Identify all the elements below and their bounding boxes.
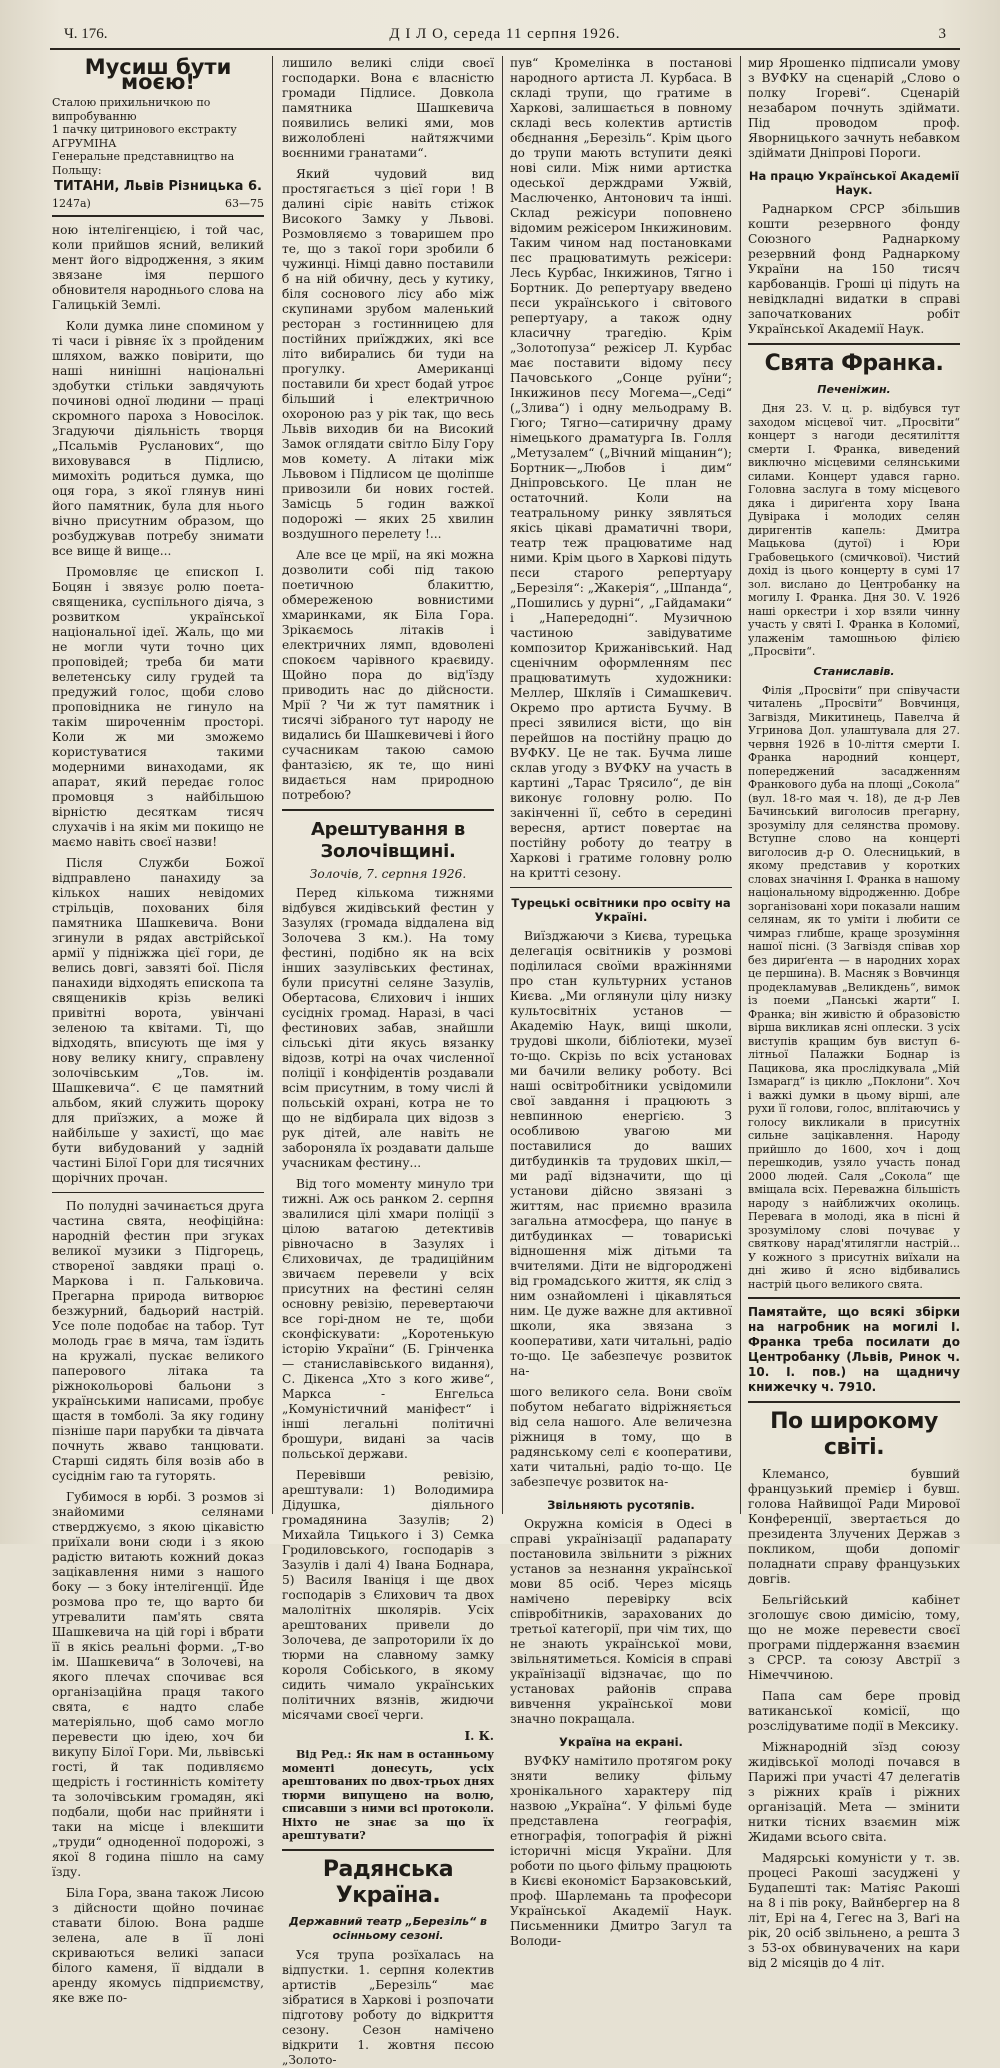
article-paragraph: Міжнародній зїзд союзу жидівської молоді почався в Парижі при участі 47 делегатів з ріжних країв і ріжних організацій. Мета — змінити нитки тісних взаємин між Жидами всього світа. (748, 1740, 960, 1844)
ad-line: Генеральне представництво на Польщу: (52, 150, 235, 177)
column-3 (510, 56, 732, 1948)
subheading-stanyslaviv: Станиславів. (813, 664, 895, 678)
column-4 (748, 56, 960, 1970)
franko-fund-notice: Памятайте, що всякі збірки на нагробник на могилі І. Франка треба посилати до Центробанку (Львів, Ринок ч. 10. І. пов.) на щадничу книжечку ч. 7910. (748, 1305, 960, 1394)
article-paragraph: Клемансо, бувший французький премієр і бувш. голова Найвищої Ради Мирової Конференції, звертається до президента Злучених Держав з покликом, щоби допоміг поладнати справу французьких довгів. (748, 1467, 960, 1586)
column-divider (272, 56, 273, 1514)
ad-headline: Мусиш бути моєю! (84, 55, 232, 94)
subheading-theatre: Державний театр „Березіль“ в осінньому сезоні. (289, 1914, 487, 1942)
column-divider (502, 56, 503, 1514)
article-paragraph: Папа сам бере провід ватиканської комісії, що розслідуватиме події в Мексику. (748, 1689, 960, 1733)
article-paragraph: Перед кількома тижнями відбувся жидівський фестин у Зазулях (громада віддалена від Золочева 3 км.). На тому фестині, подібно як на всіх інших зазулівських фестинах, були присутні селяне Зазулів, Обертасова, Єлихович і інших сусідніх громад. Наразі, в часі фестинових забав, знайшли сільські діти якусь вязанку відозв, котрі на очах численної поліції і конфідентів роздавали всім присутним, в тому числі й польській охрані, котра не то що не відбирала цих відозв з рук дітей, але навіть не забороняла їх роздавати дальше учасникам фестину... (282, 886, 494, 1170)
headline-arrests: Арештування в Золочівщині. (310, 819, 466, 862)
article-paragraph: Філія „Просвіти“ при співучасти читалень „Просвіти“ Вовчинця, Загвіздя, Микитинець, Павелча й Угринова Дол. улаштувала для 27. червня 1926 в 10-ліття смерти І. Франка народний концерт, попереджений засадженням Франкового дуба на площі „Сокола“ (вул. 18-го мая ч. 18), де д-р Лев Бачинський виголосив прегарну, зрозумілу для селянства промову. Вступне слово на концерті виголосив д-р О. Олесницький, в якому представив у коротких словах значіння І. Франка в нашому національному відродженню. Добре зорганізовані хори показали нашим селянам, як то уміти і любити се чимраз глибше, краще зрозуміння нашої пісні. (З Загвіздя співав хор без дириґента — в народних хорах це першина). В. Масняк з Вовчинця продекламував „Великдень“, вимок із поеми „Панські жарти“ І. Франка; він живістю й образовістю вірша викликав ясні оплески. З усіх виступів кращим був виступ 6-літньої Палажки Боднар із Пацикова, яка прослідкувала „Мій Ізмарагд“ із циклю „Поклони“. Хоч і важкі думки в цьому вірші, але рухи її голови, голос, вплітаючись у голосу викликали в присутніх сильне зацікавлення. Народу прийшло до 1600, хоч і дощ перешкодив, узяло участь понад 2000 людей. Саля „Сокола“ ще вміщала всіх. Переважна більшість народу з найближчих околиць. Перевага в молоді, яка в пісні й зрозумілому слові почуває у святкову нарад'ятилягли настрій... У кожного з присутніх виїхали на дні живо й ясно відбивались настрій цього великого свята. (748, 683, 960, 1291)
ad-line: 1 пачку цитринового екстракту АГРУМІНА (52, 123, 237, 150)
ad-code (52, 196, 264, 211)
ad-line: Сталою прихильничкою по випробуванню (52, 96, 211, 123)
column-2 (282, 56, 494, 2067)
article-paragraph: Біла Гора, звана також Лисою з дійсности щойно починає ставати білою. Вона радше зелена, але в її лоні скриваються великі запаси білого каменя, її віддали в аренду якомусь підприємству, яке вже по- (52, 1886, 264, 2005)
headline-ukraine-on-screen: Україна на екрані. (559, 1735, 683, 1749)
issue-number: Ч. 176. (64, 26, 108, 42)
article-paragraph: ною інтелігенцією, і той час, коли прийшов ясний, великий мент його відродження, з яким звязане імя першого обновителя народнього слова на Галицькій Землі. (52, 223, 264, 312)
article-paragraph: ВУФКУ намітило протягом року зняти велику фільму хронікального характеру під назвою „Україна“. У фільмі буде представлена географія, етнографія, топографія й ріжні історичні місця України. Для роботи по цього фільму працюють в Києві економіст Барзаковський, проф. Шарлемань та професори Української Академії Наук. Письменники Дмитро Загул та Володи- (510, 1754, 732, 1948)
ad-code-right: 63—75 (225, 197, 264, 210)
headline-turkish-educators: Турецькі освітники про освіту на Україні. (511, 896, 731, 924)
section-divider (748, 1401, 960, 1403)
newspaper-title-date: Д І Л О, середа 11 серпня 1926. (389, 26, 621, 42)
column-1 (52, 55, 264, 2005)
article-paragraph: Мадярські комуністи у т. зв. процесі Ракоші засуджені у Будапешті так: Матіяс Ракоші на 8 і пів року, Вайнбергер на 8 літ, Ері на 4, Гегес на 3, Ваґі на рік, 20 осіб звільнено, а решта 3 з 53-ох обвинувачених на кари від 2 місяців до 4 літ. (748, 1851, 960, 1970)
article-paragraph: По полудні зачинається друга частина свята, неофіційна: народній фестин при згуках великої музики з Підгорець, створеної завдяки праці о. Маркова і п. Гальковича. Прегарна природа витворює безжурний, бадьорий настрій. Усе поле подобає на табор. Тут молодь грає в мяча, там їздить на кружалі, пускає великого паперового літака та ріжнокольорові бальони з українськими написами, пробує щастя в томболі. За яку годину пізніше пари парубки та дівчата почнуть жваво танцювати. Старші сидять біля возів або в сусіднім гаю та гуторять. (52, 1199, 264, 1483)
headline-academy: На працю Української Академії Наук. (748, 169, 960, 197)
article-paragraph: пув“ Кромелінка в постанові народного артиста Л. Курбаса. В складі трупи, що гратиме в Харкові, залишається в повному складі весь колектив артистів обєднання „Березіль“. Крім цього до трупи мають вступити деякі нові сили. Між ними артистка одеської держдрами Ужвій, Маслюченко, Антонович та інші. Склад режісури поповнено відомим режісером Інкижиновим. Таким чином над постановками пєс працюватимуть режісери: Лесь Курбас, Інкижинов, Тягно і Бортник. До репертуару введено пєси українського і світового репертуару, а також одну класичну трагедію. Крім „Золотопуза“ режісер Л. Курбас має поставити відому пєсу Пачовського „Сонце руїни“; Інкижинов пєсу Могема—„Седі“ („Злива“) і одну мельодраму В. Гюго; Тягно—сатиричну драму німецького драматурга Ів. Голля „Метузалем“ („Вічний міщанин“); Бортник—„Любов і дим“ Дніпровського. Це план не остаточний. Коли на театральному ринку зявляться якісь цікаві драматичні твори, театр теж працюватиме над ними. Крім цього в Харкові підуть пєси старого репертуару „Березіля“: „Жакерія“, „Шпанда“, „Пошились у дурні“, „Гайдамаки“ і „Напередодні“. Музичною частиною завідуватиме композитор Крижанівський. Над сценічним оформленням пєс працюватимуть художники: Меллер, Шкляїв і Симашкевич. Окремо про артиста Бучму. В пресі зявилися вісти, що він перейшов на постійну працю до ВУФКУ. Це не так. Бучма лише склав угоду з ВУФКУ на участь в картині „Тарас Трясило“, де він виконує головну ролю. По закінченні її, себто в середині вересня, артист повертає на постійну роботу до театру в Харкові і гратиме головну ролю на критті сезону. (510, 56, 732, 880)
subheading-pechenizhyn: Печеніжин. (817, 383, 891, 396)
article-paragraph: Від того моменту минуло три тижні. Аж ось ранком 2. серпня звалилися цілі хмари поліції з цілою ватагою детективів рівночасно в Зазулях і Єлиховичах, де традиційним звичаєм перевели у всіх присутних на фестині селян основну ревізію, перевертаючи все горі-дном не те, щоби сконфіскувати: „Коротенькую історію України“ (Б. Грінченка — станиславівського видання), С. Дікенса „Хто з кого живе“, Маркса - Енгельса „Комуністичний маніфест“ і інші легальні політичні брошури, видані за часів польської держави. (282, 1177, 494, 1461)
article-paragraph: Але все це мрії, на які можна дозволити собі під такою поетичною блакиттю, обмереженою вовнистими хмаринками, як Біла Гора. Зрікаємось літаків і електричних лямп, вдоволені спокоєм чарівного краєвиду. Щойно пора до від'їзду приводить нас до дійсности. Мрії ? Чи ж тут памятник і тисячі зібраного тут народу не видались би Шашкевичеві і його сучасникам такою самою фантазією, як те, що нині видається нам природною потребою? (282, 548, 494, 802)
article-paragraph: Бельгійський кабінет зголошує свою димісію, тому, що не може перевести своєї програми піддержання взаємин з СРСР. та союзу Австрії з Німеччиною. (748, 1593, 960, 1682)
editorial-note: Від Ред.: Як нам в останньому моменті донесуть, усіх арештованих по двох-трьох днях тюрми випущено на волю, списавши з ними всі протоколи. Ніхто не знає за що їх арештувати? (282, 1748, 494, 1842)
headline-franko-celebrations: Свята Франка. (764, 351, 944, 376)
article-paragraph: шого великого села. Вони своїм побутом небагато відріжняється від села нашого. Але величезна ріжниця в тому, що в радянському селі є кооперативи, хати читальні, радіо то-що. Це забезпечує розвиток на- (510, 1385, 732, 1489)
article-paragraph: Раднарком СРСР збільшив кошти резервного фонду Союзного Раднаркому резервний фонд Раднаркому України на 150 тисяч карбованців. Гроші ці підуть на невідкладні видатки в справі започаткованих робіт Української Академії Наук. (748, 202, 960, 336)
dateline: Золочів, 7. серпня 1926. (309, 867, 467, 881)
article-paragraph: Окружна комісія в Одесі в справі українізації радапарату постановила звільнити з ріжних установ за незнання української мови 85 осіб. Через місяць намічено перевірку всіх співробітників, зарахованих до третьої категорії, при чім тих, що не знають української мови, звільнятиметься. Комісія в справі українізації відзначає, що по установах районів справа вивчення української мови значно покращала. (510, 1517, 732, 1726)
article-paragraph: Який чудовий вид простягається з цієї гори ! В далині сіріє навіть стіжок Високого Замку у Львові. Розмовляємо з товаришем про те, що з такої гори зробили б чужинці. Німці давно поставили б на ній обичну, десь у кутику, біля соснового лісу або між скупинами зрубом маленький ресторан з гостинницею для постійних приїжджих, які все літо вибирались би туди на прогулку. Американці поставили би хрест бодай утроє більший і електричною охороною раз у рік так, що весь Львів виходив би на Високий Замок оглядати світло Білу Гору мов комету. А літаки між Львовом і Підлисом це щоліпше привозили би нових гостей. Замісць 5 годин важкої подорожі — яких 25 хвилин воздушного перелету !... (282, 167, 494, 541)
article-paragraph: Виїзджаючи з Києва, турецька делегація освітників у розмові поділилася своїми вражіннями про стан культурних установ Києва. „Ми оглянули цілу низку культосвітніх установ — Академію Наук, вищі школи, трудові школи, бібліотеки, музеї то-що. Скрізь по всіх установах ми бачили велику роботу. Всі наші освітробітники усвідомили свої завдання і працюють з невпинною енергією. З особливою увагою ми поставилися до ваших дитбудинків та трудових шкіл,—ми радї відзначити, що ці установи дійсно звязані з життям, нас приємно вразила загальна атмосфера, що панує в дитбудинках — товариські відношення між дітьми та вчителями. Діти не відгороджені від громадського життя, як слід з ним ознайомлені і цікавляться ним. Це дуже важне для активної школи, яка звязана з кооперативи, хати читальні, радіо то-що. Це забезпечує розвиток на- (510, 929, 732, 1378)
article-paragraph: Перевівши ревізію, арештували: 1) Володимира Дідушка, діяльного громадянина Зазулів; 2) Михайла Тицького і 3) Семка Гродиловського, господарів з Зазулів і далі 4) Івана Боднара, 5) Василя Іваніця і ще двох господарів з Єлихович та двох малолітніх школярів. Усіх арештованих привели до Золочева, де запроторили їх до тюрми на славному замку короля Собіського, в якому сидить чимало українських політичних вязнів, жидючи місячами своєї черги. (282, 1468, 494, 1722)
headline-world-news: По широкому світі. (770, 1409, 938, 1460)
article-paragraph: лишило великі сліди своєї господарки. Вона є власністю громади Підлисе. Довкола памятника Шашкевича появились великі ями, мов вижолоблені найтяжчими воєнними гранатами“. (282, 56, 494, 160)
article-paragraph: Губимося в юрбі. З розмов зі знайомими селянами стверджуємо, з якою цікавістю приїхали вони сюди і з якою радістю витають кожний доказ зацікавлення ними з нашого боку — з боку інтелігенції. Йде розмова про те, що варто би утревалити пам'ять свята Шашкевича на цій горі і вбрати її в якісь реальні форми. „Т-во ім. Шашкевича“ в Золочеві, на якого плечах спочиває вся організаційна праця такого свята, є надто слабе матеріяльно, щоб само могло перевести цю ідею, хоч би викупу Білої Гори. Ми, львівські гості, й так подивляємо щедрість і гостинність комітету та золочівським громадян, які подбали, щоби нас прийняти і таки на місце і влекшити „труди“ одноденної подорожі, з якої 8 година пішло на саму їзду. (52, 1490, 264, 1879)
section-divider (510, 887, 732, 888)
section-divider (282, 809, 494, 811)
section-divider (748, 343, 960, 345)
section-divider (748, 1297, 960, 1299)
masthead (50, 22, 960, 50)
article-signature: І. К. (464, 1729, 494, 1743)
advertisement-agrumina (52, 55, 264, 217)
article-paragraph: Коли думка лине спомином у ті часи і рівняє їх з пройденим шляхом, важко повірити, що наші нинішні національні здобутки стільки завдячують починові одної людини — праці скромного пароха з Новосілок. Згадуючи діяльність творця „Псальмів Русланових“, що виховувався в Підлисю, мимохіть родиться думка, що оця гора, з якої глянув нині його памятник, була для нього вічно присутним образом, що розбуджував потребу знимати все вище й вище... (52, 319, 264, 558)
article-paragraph: Промовляє це єпископ І. Боцян і звязує ролю поета-священика, суспільного діяча, з розвитком української національної ідеї. Жаль, що ми не могли чути точно цих проповідей; треба би мати велетенську силу грудей та предужий голос, щоби слово проповідника не гинуло на такім широченнім просторі. Коли ж ми зможемо користуватися такими модерними винаходами, як апарат, який передає голос промовця з найбільшою вірністю десяткам тисяч слухачів і на якім ми покищо не маємо навіть своєї назви! (52, 565, 264, 849)
article-paragraph: Дня 23. V. ц. р. відбувся тут заходом місцевої чит. „Просвіти“ концерт з нагоди десятиліття смерти І. Франка, виведений виключно місцевими селянськими силами. Концерт удався гарно. Головна заслуга в тому місцевого дяка і дириґента хору Івана Дувірака і молодих селян диригентів капель: Дмитра Мацькова (дутої) і Юри Грабовецького (смичкової). Чистий дохід із цього концерту в сумі 17 зол. вислано до Центробанку на могилу І. Франка. Дня 30. V. 1926 наші оркестри і хор взяли чинну участь у святі І. Франка в Коломиї, улаженім тамошньою філією „Просвіти“. (748, 402, 960, 658)
page-number: 3 (938, 26, 946, 42)
article-paragraph: Після Служби Божої відправлено панахиду за кількох наших невідомих стрільців, похованих біля памятника Шашкевича. Вони згинули в рядах австрійської армії у підніжжа цієї гори, де велись довгі, завзяті бої. Після панахиди відходять епископа та священиків крізь великі привітні ворота, увінчані зеленою та квітами. Ті, що відходять, вписують ще імя у нову велику книгу, справлену золочівським „Тов. ім. Шашкевича“. Є це памятний альбом, який служить щороку для приїзжих, а може й найбільше у захистї, що має бути вибудований у задній частині Білої Гори для тисячних щорічних прочан. (52, 856, 264, 1185)
headline-soviet-ukraine: Радянська Україна. (322, 1856, 454, 1908)
column-divider (740, 56, 741, 1514)
article-paragraph: мир Ярошенко підписали умову з ВУФКУ на сценарій „Слово о полку Ігореві“. Сценарій незабаром почнуть здіймати. Під проводом проф. Яворницького зачнуть небавком здіймати Дніпрові Пороги. (748, 56, 960, 160)
section-divider (52, 1192, 264, 1193)
article-paragraph: Уся трупа розїхалась на відпустки. 1. серпня колектив артистів „Березіль“ має зібратися в Харкові і розпочати підготову роботу до відкриття сезону. Сезон намічено відкрити 1. жовтня пєсою „Золото- (282, 1947, 494, 2067)
section-divider (282, 1849, 494, 1851)
ad-code-left: 1247а) (52, 197, 91, 210)
ad-address: ТИТАНИ, Львів Різницька 6. (54, 179, 262, 194)
headline-russifiers: Звільняють русотяпів. (547, 1498, 695, 1512)
